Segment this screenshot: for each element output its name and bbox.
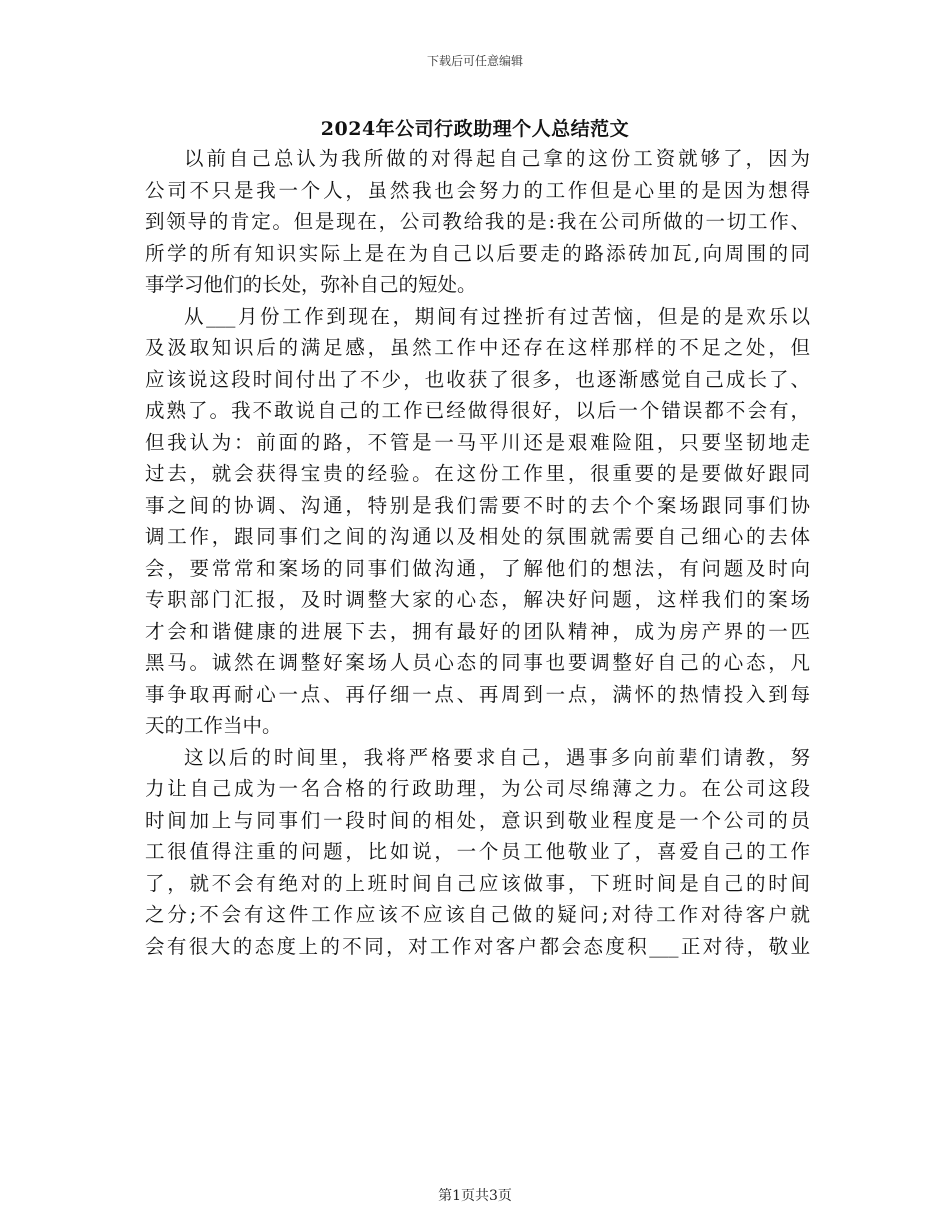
text-line: 公司不只是我一个人，虽然我也会努力的工作但是心里的是因为想得 [145,178,810,202]
text-line: 时间加上与同事们一段时间的相处，意识到敬业程度是一个公司的员 [145,808,810,832]
text-line: 了，就不会有绝对的上班时间自己应该做事，下班时间是自己的时间 [145,871,810,895]
text-line: 会，要常常和案场的同事们做沟通，了解他们的想法，有问题及时向 [145,556,810,580]
text-line: 到领导的肯定。但是现在，公司教给我的是:我在公司所做的一切工作、 [145,210,810,233]
text-line: 成熟了。我不敢说自己的工作已经做得很好，以后一个错误都不会有， [145,399,810,422]
text-line: 事之间的协调、沟通，特别是我们需要不时的去个个案场跟同事们协 [145,493,810,517]
document-title: 2024年公司行政助理个人总结范文 [320,118,630,140]
text-line: 以前自己总认为我所做的对得起自己拿的这份工资就够了，因为 [184,147,810,170]
text-line: 天的工作当中。 [145,714,282,737]
text-line: 工很值得注重的问题，比如说，一个员工他敬业了，喜爱自己的工作 [145,840,810,863]
text-line: 事学习他们的长处，弥补自己的短处。 [145,273,477,296]
text-line: 及汲取知识后的满足感，虽然工作中还存在这样那样的不足之处，但 [145,336,810,359]
text-line: 这以后的时间里，我将严格要求自己，遇事多向前辈们请教，努 [184,745,810,769]
text-line: 但我认为：前面的路，不管是一马平川还是艰难险阻，只要坚韧地走 [145,430,810,454]
text-line: 所学的所有知识实际上是在为自己以后要走的路添砖加瓦,向周围的同 [145,241,810,265]
text-line: 调工作，跟同事们之间的沟通以及相处的氛围就需要自己细心的去体 [145,525,810,548]
text-line: 应该说这段时间付出了不少，也收获了很多，也逐渐感觉自己成长了、 [145,367,810,391]
text-line: 从___月份工作到现在，期间有过挫折有过苦恼，但是的是欢乐以 [184,304,810,328]
page-header-note: 下载后可任意编辑 [426,54,523,68]
text-line: 会有很大的态度上的不同，对工作对客户都会态度积___正对待，敬业 [145,934,810,958]
text-line: 之分;不会有这件工作应该不应该自己做的疑问;对待工作对待客户就 [145,903,810,926]
document-body [145,143,810,962]
text-line: 才会和谐健康的进展下去，拥有最好的团队精神，成为房产界的一匹 [145,619,810,643]
text-line: 过去，就会获得宝贵的经验。在这份工作里，很重要的是要做好跟同 [145,462,810,485]
text-line: 力让自己成为一名合格的行政助理，为公司尽绵薄之力。在公司这段 [145,777,810,800]
text-line: 黑马。诚然在调整好案场人员心态的同事也要调整好自己的心态，凡 [145,651,810,674]
text-line: 专职部门汇报，及时调整大家的心态，解决好问题，这样我们的案场 [145,588,810,611]
text-line: 事争取再耐心一点、再仔细一点、再周到一点，满怀的热情投入到每 [145,682,810,706]
page-footer: 第1页共3页 [438,1188,512,1204]
